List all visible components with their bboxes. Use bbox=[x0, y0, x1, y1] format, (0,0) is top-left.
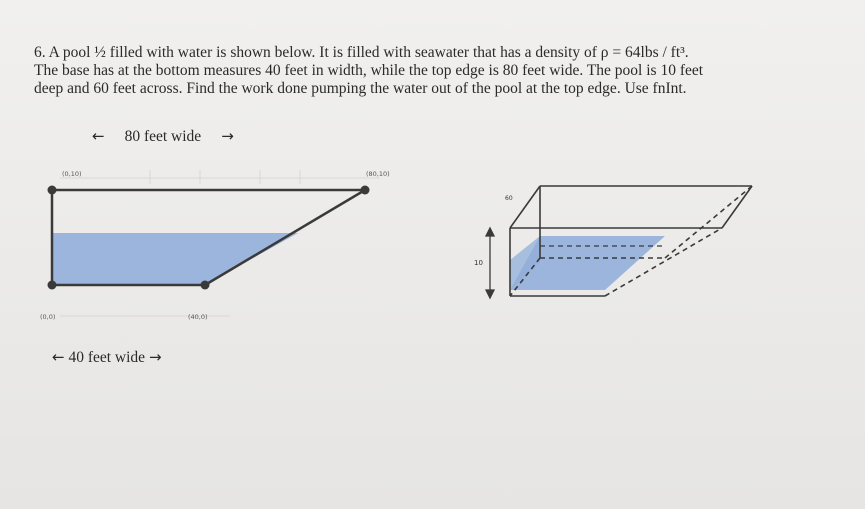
coord-top-right: (80,10) bbox=[366, 170, 390, 178]
point-bottom-right bbox=[201, 281, 210, 290]
problem-line-2: The base has at the bottom measures 40 feet in width, while the top edge is 80 feet wide. The pool is 10 feet bbox=[34, 62, 704, 79]
right-arrow-icon: → bbox=[221, 127, 234, 145]
right-arrow-icon: → bbox=[148, 348, 162, 366]
top-width-label: 80 feet wide bbox=[124, 128, 202, 145]
left-arrow-icon: ← bbox=[52, 348, 65, 366]
depth-arrow bbox=[486, 228, 494, 298]
point-top-right bbox=[361, 186, 370, 195]
problem-line-3: deep and 60 feet across. Find the work done pumping the water out of the pool at the top edge. Use fnInt. bbox=[34, 80, 687, 97]
pool-3d-diagram bbox=[474, 186, 752, 298]
bottom-width-label: 40 feet wide bbox=[68, 349, 146, 366]
water-region bbox=[52, 233, 298, 285]
problem-line-1: 6. A pool ½ filled with water is shown below. It is filled with seawater that has a density of ρ = 64lbs / ft³. bbox=[34, 44, 689, 61]
point-bottom-left bbox=[48, 281, 57, 290]
length-label: 60 bbox=[505, 195, 513, 202]
coord-bottom-left: (0,0) bbox=[40, 313, 56, 321]
bottom-width-dimension bbox=[52, 348, 162, 367]
cross-section-diagram bbox=[48, 186, 370, 290]
depth-label: 10 bbox=[474, 259, 483, 267]
coord-bottom-right: (40,0) bbox=[188, 313, 208, 321]
point-top-left bbox=[48, 186, 57, 195]
coord-top-left: (0,10) bbox=[62, 170, 82, 178]
left-arrow-icon: ← bbox=[92, 127, 105, 145]
